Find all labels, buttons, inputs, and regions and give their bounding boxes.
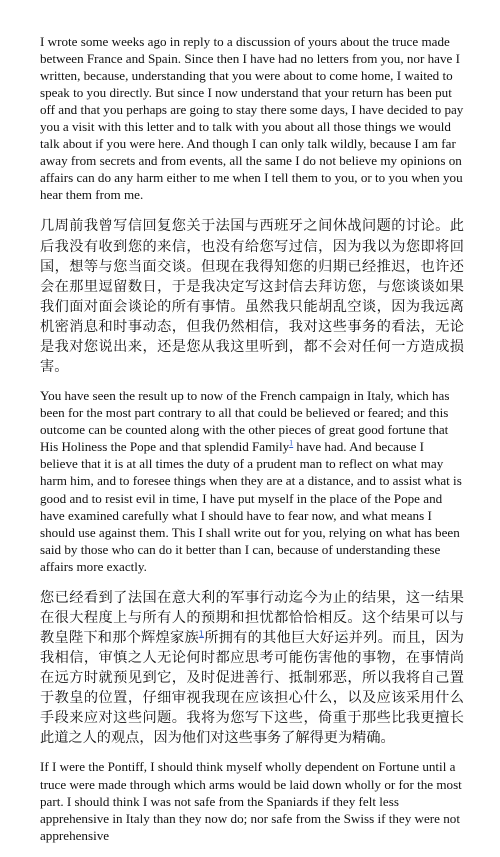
paragraph-chinese-1: 几周前我曾写信回复您关于法国与西班牙之间休战问题的讨论。此后我没有收到您的来信，也没有给您写过信，因为我以为您即将回国，想等与您当面交谈。但现在我得知您的归期已经推迟，也许还会在那里逗留数日，于是我决定写这封信去拜访您，与您谈谈如果我们面对面会谈论的所有事情。虽然我只能胡乱空谈，因为我远离机密消息和时事动态，但我仍然相信，我对这些事务的看法，无论是我对您说出来，还是您从我这里听到，都不会对任何一方造成损害。: [40, 218, 464, 376]
paragraph-english-2-text-a: You have seen the result up to now of the French campaign in Italy, which has been for the most part contrary to all that could be believed or feared; and this outcome can be counted along with the other pieces of great good fortune that His Holiness the Pope and that splendid Family: [40, 388, 450, 455]
paragraph-chinese-2-text-b: 所拥有的其他巨大好运并列。而且，因为我相信，审慎之人无论何时都应思考可能伤害他的事物，在事情尚在远方时就预见到它，及时促进善行、抵制邪恶，所以我将自己置于教皇的位置，仔细审视我现在应该担心什么，以及应该采用什么手段来应对这些问题。我将为您写下这些，倚重于那些比我更擅长此道之人的观点，因为他们对这些事务了解得更为精确。: [40, 629, 464, 747]
paragraph-english-3: If I were the Pontiff, I should think myself wholly dependent on Fortune until a truce were made through which arms would be laid down wholly or for the most part. I should think I was not safe from the Spaniards if they felt less apprehensive in Italy than they now do; nor safe from the Swiss if they were not apprehensive: [40, 759, 462, 843]
paragraph-chinese-2-text-a: 您已经看到了法国在意大利的军事行动迄今为止的结果，这一结果在很大程度上与所有人的预期和担忧都恰恰相反。这个结果可以与教皇陛下和那个辉煌家族: [40, 589, 464, 646]
paragraph-english-2: [40, 387, 464, 575]
paragraph-english-2-text-b: have had. And because I believe that it is at all times the duty of a prudent man to reflect on what may harm him, and to foresee things when they are at a distance, and to assist what is good and to resist evil in time, I have put myself in the place of the Pope and have examined carefully what I should have to fear now, and what means I should use against them. This I shall write out for you, relying on what has been said by those who can do it better than I can, because of understanding these affairs more exactly.: [40, 439, 462, 574]
footnote-link-1-zh[interactable]: 1: [198, 629, 204, 639]
paragraph-chinese-2: [40, 588, 464, 749]
letter-text: [40, 33, 464, 857]
paragraph-english-1: I wrote some weeks ago in reply to a discussion of yours about the truce made between France and Spain. Since then I have had no letters from you, nor have I written, because, understanding that you were about to come home, I waited to speak to you directly. But since I now understand that your return has been put off and that you perhaps are going to stay there some days, I have decided to pay you a visit with this letter and to talk with you about all those things we would talk about if you were here. And though I can only talk wildly, because I am far away from secrets and from events, all the same I do not believe my opinions on affairs can do any harm either to me when I tell them to you, or to you when you hear them from me.: [40, 34, 464, 203]
footnote-link-1[interactable]: 1: [289, 439, 294, 448]
